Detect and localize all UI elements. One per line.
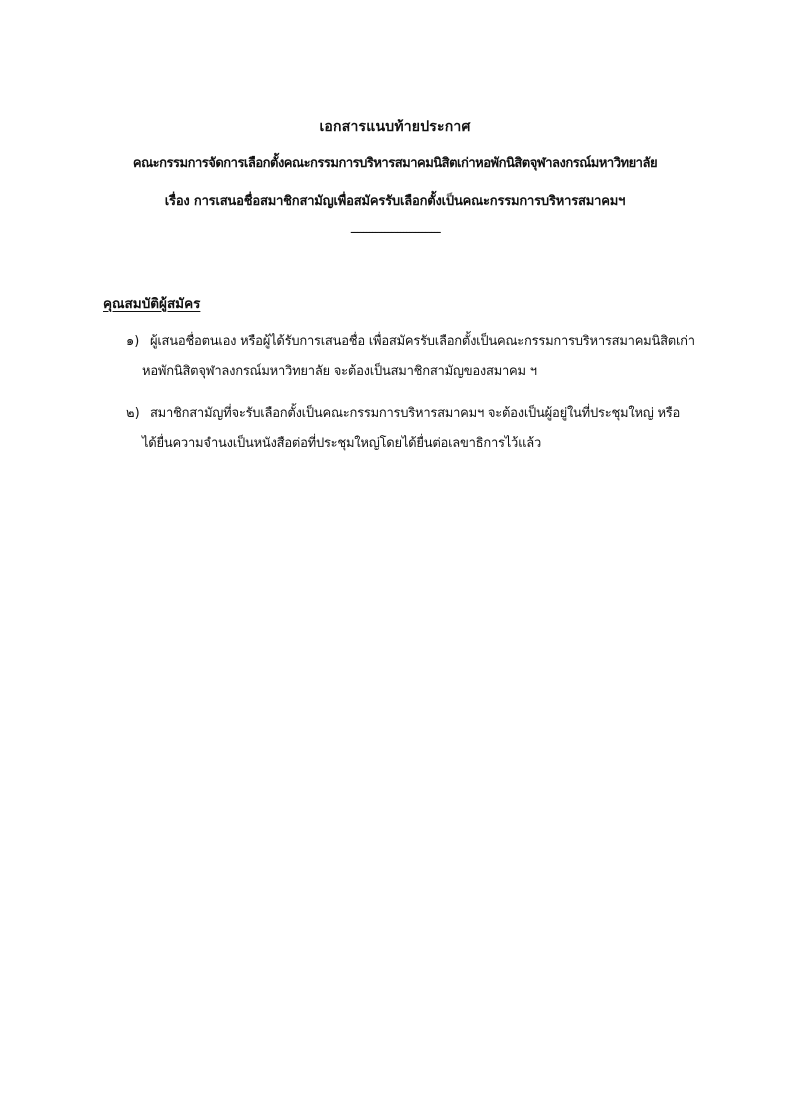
heading-divider: ----------------------------- [350, 225, 440, 240]
document-title: เอกสารแนบท้ายประกาศ [319, 119, 471, 135]
committee-heading: คณะกรรมการจัดการเลือกตั้งคณะกรรมการบริหารสมาคมนิสิตเก่าหอพักนิสิตจุฬาลงกรณ์มหาวิทยาลัย [132, 156, 658, 171]
list-item-number: ๑) [126, 334, 140, 349]
list-item-text-line: ผู้เสนอชื่อตนเอง หรือผู้ได้รับการเสนอชื่อ เพื่อสมัครรับเลือกตั้งเป็นคณะกรรมการบริหารสมาคมนิสิตเก่า [150, 334, 695, 349]
section-title-qualifications: คุณสมบัติผู้สมัคร [103, 296, 201, 312]
list-item-text-line: สมาชิกสามัญที่จะรับเลือกตั้งเป็นคณะกรรมการบริหารสมาคมฯ จะต้องเป็นผู้อยู่ในที่ประชุมใหญ่ หรือ [150, 406, 681, 421]
list-item-number: ๒) [126, 406, 140, 421]
subject-heading: เรื่อง การเสนอชื่อสมาชิกสามัญเพื่อสมัครรับเลือกตั้งเป็นคณะกรรมการบริหารสมาคมฯ [164, 194, 626, 209]
list-item-text-line: ได้ยื่นความจำนงเป็นหนังสือต่อที่ประชุมใหญ่โดยได้ยื่นต่อเลขาธิการไว้แล้ว [142, 436, 541, 451]
list-item-text-line: หอพักนิสิตจุฬาลงกรณ์มหาวิทยาลัย จะต้องเป็นสมาชิกสามัญของสมาคม ฯ [142, 364, 537, 379]
